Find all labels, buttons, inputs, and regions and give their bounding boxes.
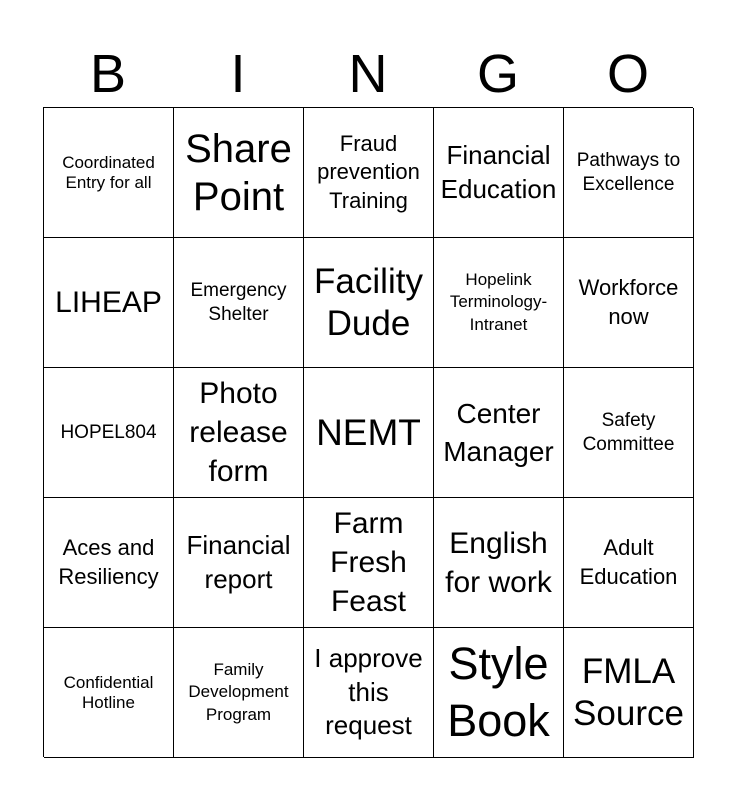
bingo-cell[interactable]: Farm Fresh Feast <box>304 498 434 628</box>
header-letter-n: N <box>348 44 388 104</box>
bingo-cell[interactable]: Aces and Resiliency <box>44 498 174 628</box>
bingo-cell[interactable]: Financial report <box>174 498 304 628</box>
bingo-cell[interactable]: Emergency Shelter <box>174 238 304 368</box>
bingo-cell[interactable]: I approve this request <box>304 628 434 758</box>
bingo-cell[interactable]: Pathways to Excellence <box>564 108 694 238</box>
bingo-cell[interactable]: Photo release form <box>174 368 304 498</box>
header-letter-b: B <box>89 44 127 104</box>
bingo-cell[interactable]: Center Manager <box>434 368 564 498</box>
bingo-header <box>43 40 693 108</box>
header-letter-i: I <box>230 44 246 104</box>
bingo-cell[interactable]: Share Point <box>174 108 304 238</box>
bingo-cell[interactable]: Workforce now <box>564 238 694 368</box>
bingo-cell[interactable]: Style Book <box>434 628 564 758</box>
bingo-cell[interactable]: HOPEL804 <box>44 368 174 498</box>
bingo-cell[interactable]: Financial Education <box>434 108 564 238</box>
bingo-cell[interactable]: NEMT <box>304 368 434 498</box>
bingo-cell[interactable]: Confidential Hotline <box>44 628 174 758</box>
bingo-cell[interactable]: Family Development Program <box>174 628 304 758</box>
bingo-card <box>43 107 693 757</box>
bingo-cell[interactable]: Coordinated Entry for all <box>44 108 174 238</box>
bingo-cell[interactable]: Hopelink Terminology-Intranet <box>434 238 564 368</box>
header-letter-o: O <box>606 44 649 104</box>
bingo-cell[interactable]: Fraud prevention Training <box>304 108 434 238</box>
bingo-cell[interactable]: LIHEAP <box>44 238 174 368</box>
bingo-cell[interactable]: Adult Education <box>564 498 694 628</box>
bingo-cell[interactable]: English for work <box>434 498 564 628</box>
bingo-cell[interactable]: FMLA Source <box>564 628 694 758</box>
bingo-cell[interactable]: Safety Committee <box>564 368 694 498</box>
header-letter-g: G <box>476 44 519 104</box>
bingo-cell[interactable]: Facility Dude <box>304 238 434 368</box>
